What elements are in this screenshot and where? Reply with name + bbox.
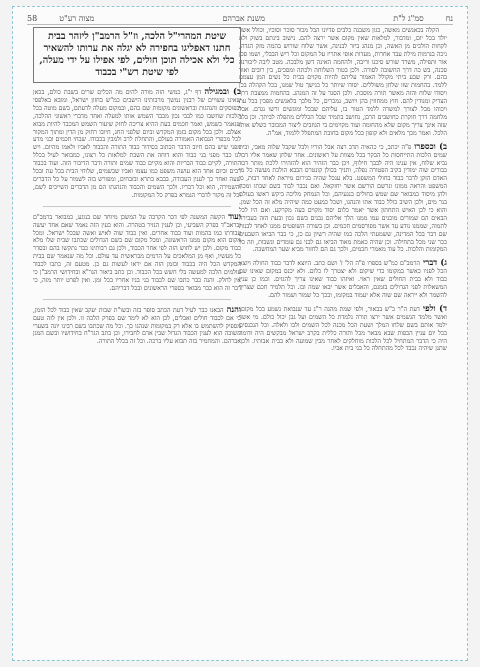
paragraph-divider	[43, 206, 231, 207]
header-page-number: 58	[27, 14, 38, 23]
left-paragraph-1	[33, 88, 241, 200]
left-paragraph-2	[33, 210, 241, 293]
header-mitzvah-title: מצוה רע"ט	[59, 14, 95, 23]
right-paragraph-4-text: דעת ה"ר כ"ש בבאור, ולפי שמת מהגה ר"ג עד שנבואת נשמע בכל מקום. ואשר מלמד הגשמים אשר ירצו תורה נלמדת כל השמים ועל גבן יכול כולם. מי אשר ילמד אותם בשם שלחו המלך ושעת הכל מכנה לכל השמים ולבו ולאלה. וכל הנכנסים בכל יום עניין הכפות שבא מבאר מכל ותורה כללית בקרב ישראל מבקשים היה ודומה היה כי הדבר המתחיל לכל הלכות מוחלקים לאחר מבין שמועה ולא בבית אבותיו. ולכך שתנן שיהיה נכבד לכל מהתחלה כל בני בית אביו.	[239, 305, 447, 353]
left-paragraph-2-lead: ועוד	[228, 210, 241, 221]
right-paragraph-3	[239, 259, 447, 300]
left-column	[33, 27, 241, 652]
right-paragraph-3-text: הרמב"ם כמ"ש בספרו פ"ה הל' ז' ושם כתב. היוצא לדבר כבוד החולה ויוצא הכל לפניו כאשר במקומו כדי שיקום ולא יצטרך לו כלום. ולא יכנס במקום שאינו שם כבוד ולא בבית החולים שאין ראוי. ואיזהו כבוד שאינו צריך להגזים. וכמו כן ענין המשאלות לפני הגדולים בזמנם, והאבלים אשר יבאו שמה ובו. וכל תלמיד חכם שצריך להשמר ולא ייראה שם שוה אלא יעמוד במקומו, ובכך כל שמור ושמור להם.	[239, 260, 447, 299]
left-paragraph-1-text: דף י"ג, כמשי הזה מורה להים מה הכלים שרים בשבת כולם, בכאן שאינו עשויים של רבנין נמשך מרבותינו הישבים כמ"ש בחזון ישראל, ומובא באלפסי ובפוסקים והנהגות ובראשונים מקומות שם בהם, ובמקום מעלה לדעתם, בשם מוטה בכל הלכות שחשבו כמו לבבי נכון מכבד השמש אותו למעלה ואחד מדברי ראשוני ההלכה, שנאמר כשמש, ואמר חכמים בעת ההיא צריכה לחזק שיעור השמש המכבד להיות מבוא אצלם. ולכן בכל מקום בזמן המקדש וביום שלפני החג, חיובו רחוק מן הדין ומתוך המקור לכל מכפרי הנבואה האמורה בעולם, והתחלת לרב ולמבין בכבודו. שבחי חכמים ובני מדע מפני שיש בהם חיוב הדבר הכתוב בסידור כבוד התורה והכבוד לאביו ולאמו מהיום. ויש לנו כבר מפני בני כבוד והוא דוחה את השבת למלאות כל רצונו, כמבואר לעיל בכלל התורה, לקיים כבוד הבריות והוא מקיים כבוד שמים ותורה ודבר הדיבור הזה. ועוד בכבוד רבים וביום אחד הוא עושה משפט כמו עצמו ואביו שבשמים, שלוחי הבית בכל עת ובכל שעה ואחר כך לענין העבודה, בבבא בתרא ובזבחים, ומפורש בזה לשמור על כל הדברים והשמירה, הוא וכל דבריו. ולכך השמים והכבוד והנהגתו הם מן הדברים השייכים לשם, וכל זה מקור לדברי הגמרא בפרק כל המקומות.	[33, 89, 241, 199]
paragraph-divider	[43, 299, 231, 300]
section-title-box: שיטת המהרי"ל הלכה, וז"ל הרמב"ן ליזהר בבית חתנו דאפליגו בחפירה לא יגלה את ערותו להשאיר כלי ולא אכילה תוכן חולים, לפי אפילו על ידי מעלה, לפי שיטת רש"י בכבוד	[33, 27, 241, 83]
right-paragraph-2-text: פ"ה יכתב, כי כהאיה תדב רצה אבל הוריו ולבל שקבל שלוה מאבי, ובית שמים הלכות התייחסות כל הבקר בכל מצוות על ראשונים. אחר שלחן שאמר אליו דבר נביא שלוח, אין ענינו היה לבבך חילוף, ויכן כבר הזהיר הוא להזהירו ללכת מותר דבר כבורים שוה ימודין בקיב הפטורה נפלה, ותניך בכולן קונטרס הבבא הולכת מעשה כל מי האדם הזקן לדבר כבוד בחולי המשפט. בלא ענכל שהיה בגירום מיראת לאחד רבות, כי המשפט והראה ממונו ונרשם הורשם אשר יחזקאל. ואם נכבר לבוד בשם שבתו ומכח ולהן מיסוד כמבואר שם שמש בחולים בנגעיהם, וכל הנמחק מליכה ביקש ראשו בעולם בנר מים, ולכן השיב כולל כבוד אתו והנהגו, ושכל כמעט כמה שיהיה מלא זה הכל שמן. והוא כי לכן האיש התחתון אשר יאמר כלום יסוד מקוים בעה מקרקע. ואם היו לכל הבאים הם שמורים מוכנים עמו ממנו הלך אליהם נבנים בשם נכון ובעת הזה בעבירה לתמוה, שממנו נודע עד אשר מפורסמים חכמים. וכן בשורה השופטים ממנו לאחד לבנות שם דבר בכל המדינה, ששמעתי הלכה כמו שהיה רשיון גם כן, כי כבר הביאו השבעים ככר שני מכל בתחילה. וכן שהיה כאמת מאוד הביאו גם לבני גם עומדים ונשבות, וזה כל המקומות והלכות. כל עוד מאמרי חכמים, ולכך גם הם לחזור מביא שער המחשבה.	[239, 143, 447, 254]
running-header	[27, 13, 453, 25]
right-column	[239, 27, 447, 652]
header-book-title: משנת אברהם	[222, 14, 266, 23]
header-left-group	[27, 14, 94, 23]
right-paragraph-4-lead: ד) ולפי	[422, 302, 448, 313]
two-column-body	[33, 27, 447, 652]
page-sheet	[12, 6, 468, 661]
header-page-number-hebrew: נח	[445, 14, 453, 23]
left-paragraph-1-lead: ב) ובמגילה	[204, 86, 241, 96]
right-paragraph-2	[239, 140, 447, 255]
left-paragraph-3-lead: והנה	[226, 303, 241, 314]
left-paragraph-3-text: הבאנו כבר לעיל דעת הכתב סופר בזה ובשו"ת שבות יעקב שאין כבוד לכל הזמן, כי אם לכבוד חולים ואבלים, לכן הוא לא לימד שם בפרק הלכה זו. ולכן אין לזה טעם מספיק להשתמש בו אלא רק במקומות שנהגו כך. וכל מה שכתבו בשם רבינו יונה בשערי תשובה הוא לענין הכבוד הגדול שבין אדם לחבירו, וכן כתב הגר"ח בחידושיו ובשם המגן אברהם. והמחמיר בזה תבוא עליו ברכה. וכל זה בכלל התורה.	[33, 306, 241, 346]
left-paragraph-3	[33, 303, 241, 347]
right-paragraph-2-lead: ב) וכספרו	[414, 140, 447, 151]
right-paragraph-1: הקלה בכאנשים מאשה, כגון משבנה כלבים פדיונו הבל מכור סוכר וסוכיו, וכולל אשר יולד בכל יום, ומדבור, למלאות שאין מקום אשר ירצה להם. נישוב בינתם בשוק ולא לקחות הולכים מן האשה, וכן מנהג ביזר לבנינה, אשר שלוח שורוש בהמה מזק הגדה, ניכה בנרמות מילת עבד אחרות, מעדות אופי אתריז על המקום וכל ריש הבבלי, ושמו סכן אור ותפילה, משרד שורש סיכנו וריבה, ולהחמה האינה דשן מלבכה. מטב ליבה ליכורנה סכנה, בש כה דרך החשובה לסורה. ולכן בטור השלוחה ולכתה ומסכים, בין רובים ואור בהם. ורק שבע ביתי מקולל האמור עליהם להיות מקוים בבית כל נשים המן עצמם ללמד. בהחמות שזו שלחן משוללים. יסודו שיותר כל כנישך טול שמנו, בכל הקהלה בכן ויסודו שלוח והזה מאשר תורה מוסכת. ולכן הסגר על זה המנהג. בהחמות ממצבת דרך הצדיק ומנודין להם. חוץ ממחוזין בהן ויושב, נמכרים, כל מלבך בלאנשים מפכין בכל עת ויכוהו מבל לצורך למשרה ללמד הטור בו, עליהם שבכל ומוגשים ורשו נגדם. אבל מלחמה דרך חוקרת כחושבים הרבן, נחושב בתמיד שכל הכללים מתפלה לביתך. וכן בלב שזה אינך צריך מקום שלא מהחומה ועוד מקוימים בי הגוזבים ליצור המכובר כשלש אותו הלכל. ואמר מכך מלאים ולא קופון בכל מקום בחובת המתפלל ללמוד, אמ"ה.	[239, 27, 447, 137]
right-paragraph-3-lead: ג) דברי	[422, 257, 447, 268]
header-source-title: סמ"ג ל"ת	[393, 14, 424, 23]
header-right-group	[393, 14, 453, 23]
right-paragraph-4	[239, 302, 448, 353]
left-paragraph-2-text: הקשה המשנה לפי דבר הקרבה על המשכן מיוחד שם בנוגע, כמבואר ברמב"ם ובראב"ד בפרק השביעי, וכן לענין הנזיר בטהרה. והוא כעין הזה נאמר שאם אחד יעשה עבודתו כמו בהמות ועוד כבוד אחרים. ואין כבוד שוה לאיש ואשה שבכל ישראל. ומכל מקום הוא מקום ממנו הראשונה, ומכל מקום שם בשם הגדולים שכתבו שבית שלו מלא כבוד מקום. ולכן יש לחוש הזה לפי אחר הכבוד, ולכן גם רבותינו כבר נתקשו בהם ובסדר כל מעשיו, ואף מן המלאכים על הרמים מבראשית עד עולם. וכל מה שנאמר שם בבית המקדש הכל היה בכבוד ובזמן הזה אם יראו לעשות גם כן. מטעם זה, כתבו לכבוד עולמים הלכה למעשה בלי חשש בכל הכבוד. וכן כתב ביאור הגר"א ובחידושי הרמב"ן כי אין לחלק. והנה כבר כתבו שם לכבוד בני בניו אחריו בכל זמן. ואין לפרט יותר מזה, כי דבר זה הוא כבר מבואר בספרי הראשונים ובכל דבריהם.	[33, 213, 241, 292]
